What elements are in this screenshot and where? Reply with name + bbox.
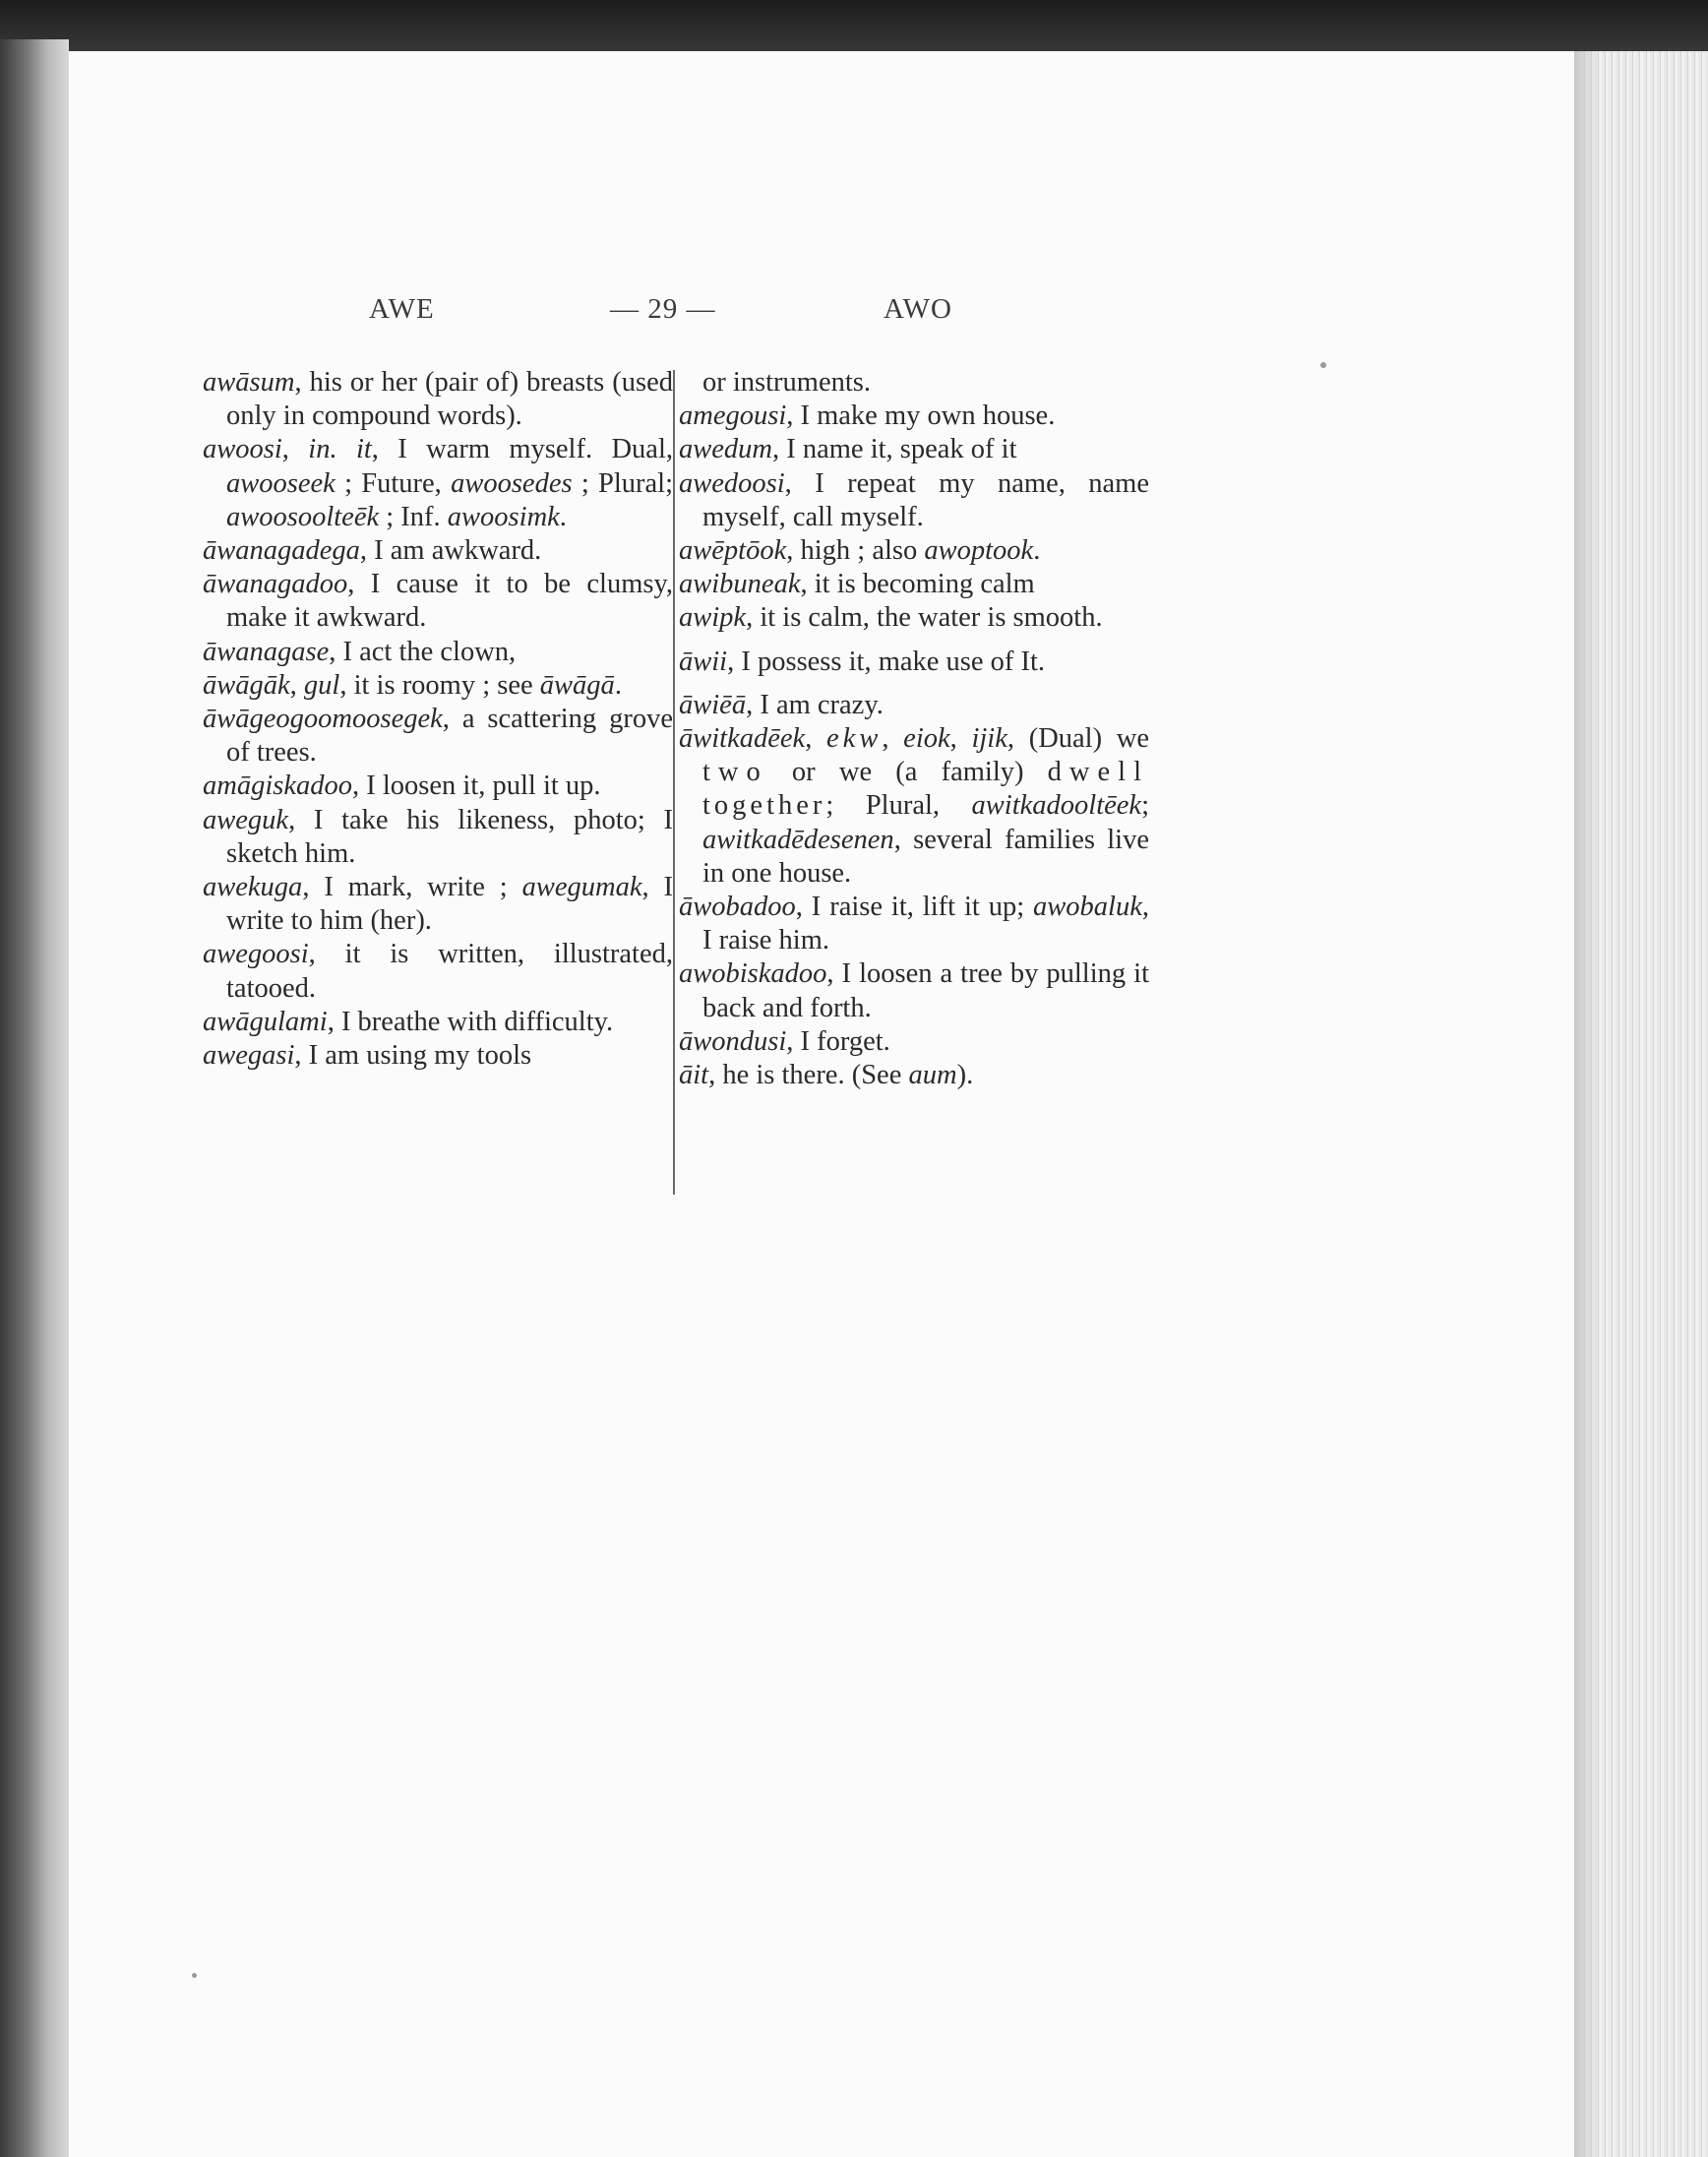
entry <box>679 601 1149 635</box>
definition: , I name it, speak of it <box>772 434 1017 465</box>
definition: or instruments. <box>702 367 871 398</box>
entry <box>679 568 1149 601</box>
headword: āwanagase <box>203 636 330 667</box>
definition: , I loosen a tree by pulling it back and forth. <box>702 958 1149 1023</box>
entry <box>679 467 1149 534</box>
definition: , several families live in one house. <box>702 824 1149 889</box>
entry <box>679 534 1149 568</box>
entry <box>203 669 673 703</box>
headword: awibuneak <box>679 569 801 600</box>
definition: , his or her (pair of) breasts (used only in compound words). <box>226 367 673 432</box>
headword: awāsum <box>203 367 295 398</box>
entry <box>203 433 673 534</box>
definition: ; Plural; <box>572 467 674 499</box>
headword: āwāgeogoomoosegek <box>203 704 443 735</box>
definition: , I raise him. <box>702 892 1149 956</box>
definition: , <box>281 434 309 465</box>
entry <box>679 646 1149 679</box>
grammar-note: in. it <box>308 434 372 465</box>
entry <box>203 938 673 1005</box>
definition: , I breathe with difficulty. <box>327 1006 614 1037</box>
form: awooseek <box>226 467 336 499</box>
column-divider <box>673 370 675 1195</box>
definition: , I loosen it, pull it up. <box>352 770 601 802</box>
entry <box>679 433 1149 466</box>
definition: , <box>949 723 972 755</box>
entry-continuation <box>679 366 1149 400</box>
definition: , he is there. (See <box>708 1060 909 1091</box>
form: awegumak <box>521 872 642 903</box>
entry <box>203 1039 673 1073</box>
entry <box>203 703 673 770</box>
entry <box>679 1025 1149 1059</box>
definition: , I am awkward. <box>359 535 542 567</box>
entry <box>203 871 673 938</box>
entry <box>679 689 1149 722</box>
running-header <box>0 293 1708 337</box>
speck <box>1320 362 1326 368</box>
speck <box>192 1973 197 1978</box>
definition: , I make my own house. <box>786 401 1056 432</box>
headword: awipk <box>679 602 747 634</box>
definition: , it is becoming calm <box>800 569 1035 600</box>
entry <box>679 891 1149 957</box>
definition: , it is roomy ; see <box>339 669 540 701</box>
cross-reference: āwāgā <box>539 669 615 701</box>
cross-reference: aum <box>908 1060 957 1091</box>
definition: , I forget. <box>786 1025 890 1057</box>
definition: , I am using my tools <box>294 1040 532 1072</box>
headword: āwāgāk <box>203 669 290 701</box>
scan-background <box>0 0 1708 57</box>
definition: , (Dual) we <box>1006 723 1150 755</box>
definition: ; Inf. <box>379 501 448 532</box>
definition: , I act the clown, <box>329 636 517 667</box>
definition: , I repeat my name, name myself, call myself. <box>702 467 1149 532</box>
entry <box>203 804 673 871</box>
headword: awāgulami <box>203 1006 328 1037</box>
definition: , I write to him (her). <box>226 872 673 937</box>
emphasis: together <box>702 790 826 822</box>
definition: , I warm myself. Dual, <box>371 434 673 465</box>
definition: , I raise it, lift it up; <box>795 892 1034 923</box>
header-right-guide-word: AWO <box>884 293 952 325</box>
form: awoosoolteēk <box>226 501 380 532</box>
form: ekw <box>826 723 883 755</box>
definition: , <box>805 723 827 755</box>
entry <box>203 636 673 669</box>
entry <box>203 1006 673 1039</box>
headword: aweguk <box>203 804 289 835</box>
headword: awekuga <box>203 872 303 903</box>
definition: , a scattering grove of trees. <box>226 704 673 769</box>
form: awoosimk <box>447 501 560 532</box>
page-number: — 29 — <box>610 293 716 325</box>
definition: , it is written, illustrated, tatooed. <box>226 939 673 1004</box>
definition: , I am crazy. <box>746 689 884 720</box>
definition: . <box>559 501 567 532</box>
headword: āwondusi <box>679 1025 787 1057</box>
definition: or we (a family) <box>767 757 1048 788</box>
form: ijik <box>971 723 1007 755</box>
book-spine <box>0 39 69 2157</box>
headword: āwanagadega <box>203 535 360 567</box>
headword: awegasi <box>203 1040 295 1072</box>
entry <box>203 534 673 568</box>
emphasis: two <box>702 757 768 788</box>
headword: āwiēā <box>679 689 747 720</box>
grammar-note: gul <box>303 669 340 701</box>
definition: , I take his likeness, photo; I sketch him. <box>226 804 673 869</box>
definition: . <box>614 669 622 701</box>
entry <box>679 1059 1149 1092</box>
definition: , I mark, write ; <box>302 872 522 903</box>
definition: ; Future, <box>335 467 452 499</box>
entry <box>679 722 1149 891</box>
emphasis: dwell <box>1047 757 1149 788</box>
form: awoosedes <box>451 467 573 499</box>
definition: ; Plural, <box>825 790 972 822</box>
headword: awēptōok <box>679 535 787 567</box>
headword: awegoosi <box>203 939 309 970</box>
header-left-guide-word: AWE <box>369 293 435 325</box>
headword: amegousi <box>679 401 787 432</box>
form: awitkadooltēek <box>971 790 1142 822</box>
form: awoptook <box>924 535 1034 567</box>
definition: , I cause it to be clumsy, make it awkward. <box>226 569 673 634</box>
headword: āwobadoo <box>679 892 796 923</box>
definition: . <box>1033 535 1041 567</box>
headword: āit <box>679 1060 709 1091</box>
definition: ). <box>956 1060 974 1091</box>
entry <box>203 366 673 433</box>
headword: āwitkadēek <box>679 723 806 755</box>
form: awobaluk <box>1033 892 1142 923</box>
definition: , <box>882 723 904 755</box>
headword: āwii <box>679 646 728 677</box>
page-edges <box>1574 51 1708 2157</box>
form: eiok <box>903 723 950 755</box>
definition: , it is calm, the water is smooth. <box>746 602 1103 634</box>
definition: , <box>289 669 304 701</box>
headword: awobiskadoo <box>679 958 827 990</box>
form: awitkadēdesenen <box>702 824 894 855</box>
entry <box>203 770 673 803</box>
headword: awedum <box>679 434 772 465</box>
entry <box>679 400 1149 433</box>
headword: awedoosi <box>679 467 785 499</box>
right-column <box>679 366 1149 1092</box>
definition: , I possess it, make use of It. <box>727 646 1046 677</box>
entry <box>203 568 673 635</box>
headword: awoosi <box>203 434 282 465</box>
headword: āwanagadoo <box>203 569 348 600</box>
left-column <box>203 366 673 1073</box>
headword: amāgiskadoo <box>203 770 352 802</box>
definition: ; <box>1141 790 1149 822</box>
definition: , high ; also <box>786 535 925 567</box>
entry <box>679 957 1149 1024</box>
